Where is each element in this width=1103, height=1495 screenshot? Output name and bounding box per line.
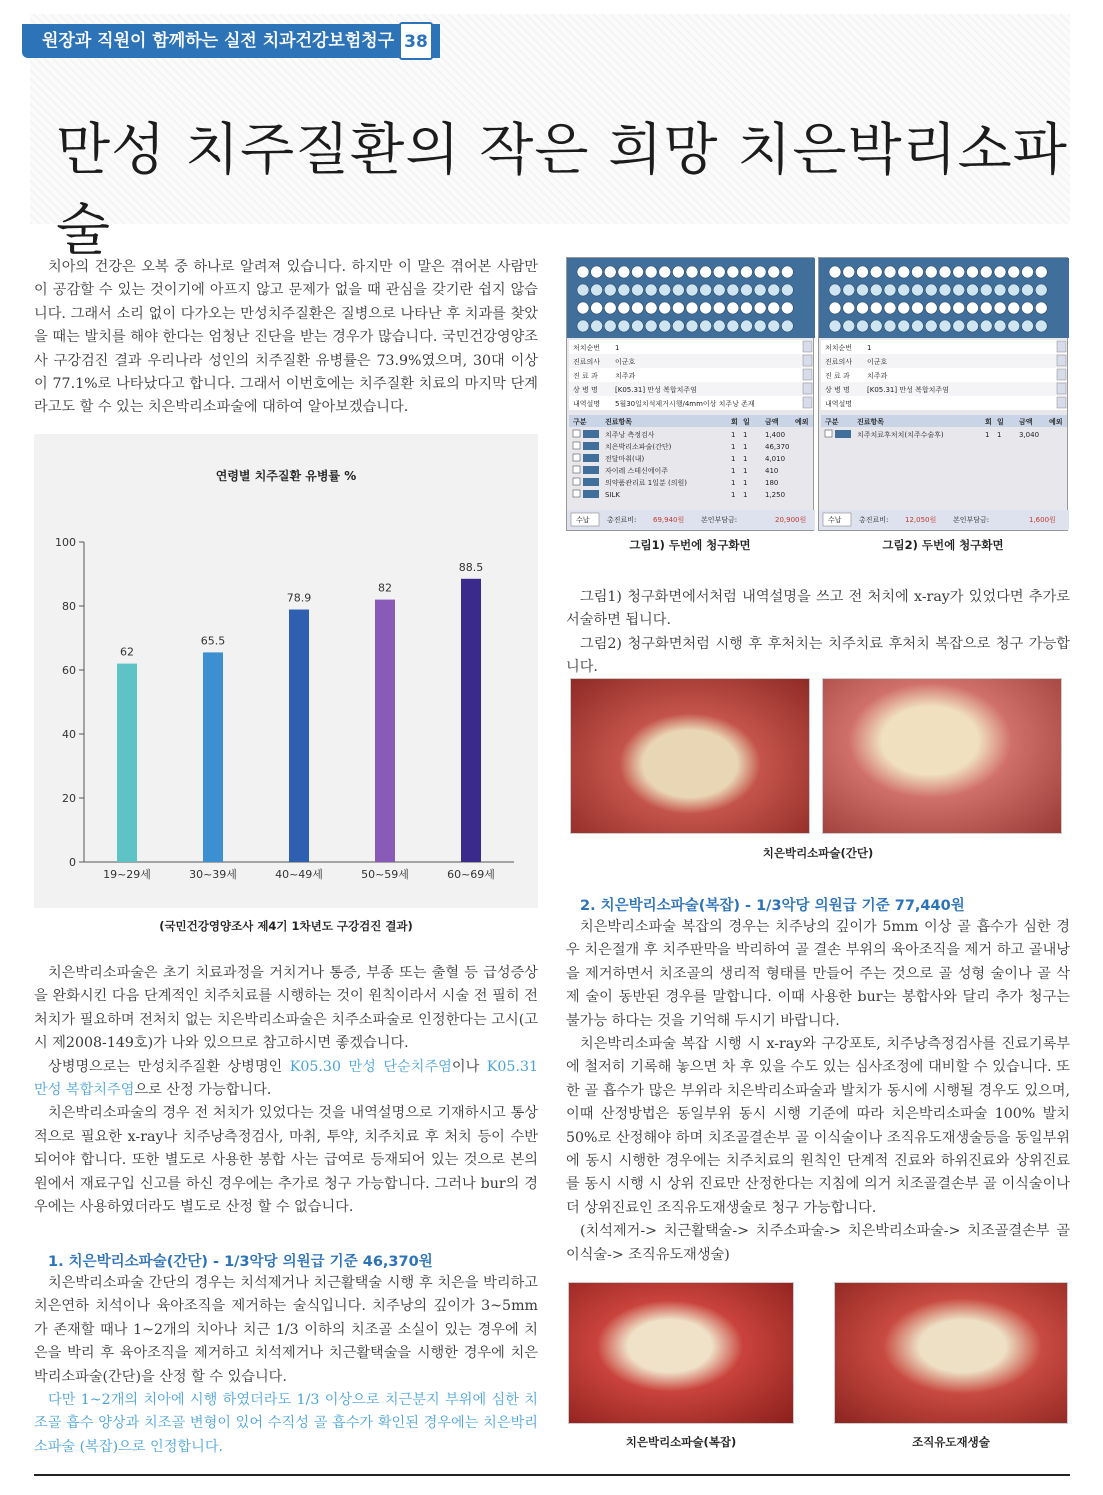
claim-screen-2 (818, 257, 1068, 531)
tooth-icon[interactable] (604, 302, 616, 314)
tooth-icon[interactable] (912, 284, 924, 296)
bottom-rule (34, 1474, 1070, 1476)
form-row (821, 354, 1067, 368)
tooth-icon[interactable] (898, 320, 910, 332)
total-label: 총진료비: (859, 516, 889, 524)
form-label: 진료의사 (573, 358, 601, 366)
tooth-icon[interactable] (925, 320, 937, 332)
tooth-icon[interactable] (686, 302, 698, 314)
tooth-icon[interactable] (967, 266, 979, 278)
form-row (821, 368, 1067, 382)
right-body (566, 586, 1070, 680)
column-header: 예외 (1049, 418, 1063, 426)
item-name: 자이레 스테신에이주 (605, 467, 669, 475)
intro-text (34, 256, 538, 420)
total-label: 총진료비: (607, 516, 637, 524)
item-name: 치주치료후처치(치주수술후) (857, 431, 944, 439)
bar (289, 610, 309, 862)
chart-title: 연령별 치주질환 유병률 % (215, 469, 357, 483)
item-name: 전달마취(내) (605, 455, 645, 463)
tooth-icon[interactable] (754, 284, 766, 296)
category-badge (583, 454, 599, 462)
tooth-icon[interactable] (700, 302, 712, 314)
form-value[interactable]: 5월30일치석제거시행/4mm이상 치주낭 존재 (615, 400, 755, 408)
form-label: 진 료 과 (825, 372, 850, 380)
form-label: 내역설명 (825, 400, 853, 408)
text-span: 상병명으로는 만성치주질환 상병명인 (48, 1058, 290, 1075)
tooth-icon[interactable] (645, 302, 657, 314)
section1-heading: 1. 치은박리소파술(간단) - 1/3악당 의원급 기준 46,370원 (48, 1254, 433, 1270)
tooth-icon[interactable] (618, 302, 630, 314)
form-label: 진 료 과 (573, 372, 598, 380)
row-checkbox[interactable] (573, 490, 580, 497)
tooth-icon[interactable] (884, 302, 896, 314)
tooth-icon[interactable] (994, 302, 1006, 314)
tooth-icon[interactable] (741, 302, 753, 314)
form-value[interactable]: 치주과 (867, 372, 888, 380)
copay-label: 본인부담금: (953, 516, 990, 524)
tooth-icon[interactable] (967, 320, 979, 332)
tooth-icon[interactable] (967, 284, 979, 296)
tooth-icon[interactable] (727, 284, 739, 296)
tooth-icon[interactable] (577, 284, 589, 296)
item-days: 1 (997, 431, 1002, 439)
tooth-icon[interactable] (980, 266, 992, 278)
body-paragraph (34, 1056, 538, 1103)
tooth-icon[interactable] (857, 266, 869, 278)
tooth-icon[interactable] (672, 320, 684, 332)
column-header: 일 (997, 418, 1004, 426)
tooth-icon[interactable] (645, 320, 657, 332)
body-paragraph: 그림2) 청구화면처럼 시행 후 후처치는 치주치료 후처치 복잡으로 청구 가능합니다. (566, 635, 1070, 676)
form-label: 내역설명 (573, 400, 601, 408)
tooth-icon[interactable] (1022, 284, 1034, 296)
tooth-icon[interactable] (1008, 266, 1020, 278)
tooth-icon[interactable] (591, 284, 603, 296)
tooth-icon[interactable] (700, 284, 712, 296)
copay-value: 1,600원 (1029, 516, 1056, 524)
body-paragraph: 치은박리소파술 복잡의 경우는 치주낭의 깊이가 5mm 이상 골 흡수가 심한 경우 치은절개 후 치주판막을 박리하여 골 결손 부위의 육아조직을 제거 하고 골내낭을 제거하면서 치조골의 생리적 형태를 만들어 주는 것으로 골 성형 술이나 골 삭제 술이 동반된 경우를 말합니다. 이때 사용한 bur는 봉합사와 달리 추가 청구는 불가능 하다는 것을 기억해 두시기 바랍니다. (566, 919, 1070, 1029)
chart-panel (34, 434, 538, 908)
tooth-icon[interactable] (768, 284, 780, 296)
tooth-icon[interactable] (1035, 284, 1047, 296)
tooth-icon[interactable] (591, 266, 603, 278)
y-tick-label: 40 (62, 728, 76, 741)
tooth-icon[interactable] (939, 302, 951, 314)
tooth-icon[interactable] (713, 320, 725, 332)
y-tick-label: 20 (62, 792, 76, 805)
tooth-icon[interactable] (618, 284, 630, 296)
tooth-icon[interactable] (925, 284, 937, 296)
tooth-icon[interactable] (1022, 266, 1034, 278)
tooth-icon[interactable] (727, 266, 739, 278)
tooth-icon[interactable] (829, 320, 841, 332)
item-amount: 410 (765, 467, 779, 475)
form-value[interactable]: 이군호 (867, 358, 888, 366)
form-row (569, 368, 813, 382)
bar-value-label: 65.5 (200, 634, 226, 648)
tooth-icon[interactable] (632, 302, 644, 314)
tooth-icon[interactable] (925, 266, 937, 278)
row-checkbox[interactable] (573, 442, 580, 449)
tooth-icon[interactable] (980, 320, 992, 332)
item-days: 1 (743, 491, 748, 499)
tooth-icon[interactable] (1008, 284, 1020, 296)
column-header: 금액 (1019, 418, 1033, 426)
row-checkbox[interactable] (573, 454, 580, 461)
tooth-icon[interactable] (870, 284, 882, 296)
tooth-icon[interactable] (1022, 320, 1034, 332)
column-header: 금액 (765, 418, 779, 426)
claim-screen-1 (566, 257, 814, 531)
tooth-icon[interactable] (754, 302, 766, 314)
item-count: 1 (731, 455, 736, 463)
tooth-icon[interactable] (884, 320, 896, 332)
tooth-icon[interactable] (1008, 320, 1020, 332)
tooth-icon[interactable] (700, 266, 712, 278)
tooth-icon[interactable] (741, 266, 753, 278)
tooth-icon[interactable] (727, 302, 739, 314)
tooth-icon[interactable] (994, 266, 1006, 278)
tooth-icon[interactable] (659, 302, 671, 314)
item-amount: 1,400 (765, 431, 786, 439)
tooth-icon[interactable] (829, 302, 841, 314)
item-count: 1 (731, 431, 736, 439)
tooth-icon[interactable] (870, 266, 882, 278)
item-amount: 1,250 (765, 491, 786, 499)
row-checkbox[interactable] (573, 430, 580, 437)
dropdown-button[interactable] (1057, 369, 1066, 380)
tooth-icon[interactable] (898, 284, 910, 296)
tooth-icon[interactable] (632, 320, 644, 332)
tooth-icon[interactable] (591, 320, 603, 332)
tooth-icon[interactable] (577, 302, 589, 314)
dropdown-button[interactable] (1057, 355, 1066, 366)
dropdown-button[interactable] (1057, 341, 1066, 352)
form-label: 처치순번 (573, 344, 601, 352)
item-count: 1 (731, 479, 736, 487)
bar (117, 664, 137, 862)
column-header: 진료항목 (605, 418, 633, 426)
body-paragraph: (치석제거-> 치근활택술-> 치주소파술-> 치은박리소파술-> 치조골결손부 골이식술-> 조직유도재생술) (566, 1223, 1070, 1263)
tooth-icon[interactable] (912, 266, 924, 278)
tooth-icon[interactable] (577, 320, 589, 332)
tooth-icon[interactable] (713, 266, 725, 278)
intro-paragraph: 치아의 건강은 오복 중 하나로 알려져 있습니다. 하지만 이 말은 겪어본 사람만이 공감할 수 있는 것이기에 아프지 않고 문제가 없을 때 관심을 갖기란 쉽지 않습니다. 그래서 소리 없이 다가오는 만성치주질환은 질병으로 나타난 후 치과를 찾았을 때는 발치를 해야 한다는 엄청난 진단을 받는 경우가 많습니다. 국민건강영양조사 구강검진 결과 우리나라 성인의 치주질환 유병률은 73.9%였으며, 30대 이상이 77.1%로 나타났다고 합니다. 그래서 이번호에는 치주질환 치료의 마지막 단계라고도 할 수 있는 치은박리소파술에 대하여 알아보겠습니다. (34, 259, 538, 416)
tooth-icon[interactable] (700, 320, 712, 332)
bar (461, 579, 481, 862)
body-paragraph: 치은박리소파술 복잡 시행 시 x-ray와 구강포토, 치주낭측정검사를 진료기록부에 철저히 기록해 놓으면 차 후 있을 수도 있는 심사조정에 대비할 수 있습니다. 또한 골 흡수가 많은 부위라 치은박리소파술과 발치가 동시에 시행될 경우도 있으며, 이때 산정방법은 동일부위 동시 시행 기준에 따라 치은박리소파술 100% 발치 50%로 산정해야 하며 치조골결손부 골 이식술이나 조직유도재생술등을 동일부위에 동시 시행한 경우에는 치주치료의 원칙인 단계적 진료와 하위진료와 상위진료를 동시 시행 시 상위 진료만 산정한다는 지침에 의거 치조골결손부 골 이식술이나 더 상위진료인 조직유도재생술로 청구 가능합니다. (566, 1036, 1070, 1216)
tooth-icon[interactable] (604, 284, 616, 296)
tooth-icon[interactable] (1035, 302, 1047, 314)
left-body (34, 962, 538, 1219)
tooth-icon[interactable] (632, 284, 644, 296)
x-tick-label: 30~39세 (189, 868, 237, 881)
tooth-icon[interactable] (1022, 302, 1034, 314)
tooth-icon[interactable] (884, 266, 896, 278)
y-tick-label: 60 (62, 664, 76, 677)
copay-value: 20,900원 (775, 516, 807, 524)
tooth-icon[interactable] (912, 302, 924, 314)
tooth-icon[interactable] (632, 266, 644, 278)
copay-label: 본인부담금: (701, 516, 738, 524)
x-tick-label: 19~29세 (103, 868, 151, 881)
tooth-icon[interactable] (870, 302, 882, 314)
tooth-icon[interactable] (953, 302, 965, 314)
tooth-icon[interactable] (741, 320, 753, 332)
item-days: 1 (743, 455, 748, 463)
item-count: 1 (985, 431, 990, 439)
total-value: 69,940원 (653, 516, 685, 524)
dropdown-button[interactable] (803, 341, 812, 352)
item-amount: 46,370 (765, 443, 790, 451)
body-paragraph: 치은박리소파술은 초기 치료과정을 거치거나 통증, 부종 또는 출혈 등 급성증상을 완화시킨 다음 단계적인 치주치료를 시행하는 것이 원칙이라서 시술 전 필히 전처치가 필요하며 전처치 없는 치은박리소파술은 치주소파술로 인정한다는 고시(고시 제2008-149호)가 나와 있으므로 참고하시면 좋겠습니다. (34, 965, 538, 1052)
claim-screen-1-graphic (567, 258, 815, 532)
tooth-icon[interactable] (953, 320, 965, 332)
dropdown-button[interactable] (803, 397, 812, 408)
tooth-icon[interactable] (659, 284, 671, 296)
photo-caption-gtr: 조직유도재생술 (912, 1435, 990, 1449)
form-value[interactable]: [K05.31] 만성 복합치주염 (867, 386, 949, 394)
item-name: 의약품관리료 1일분 (의원) (605, 479, 687, 487)
category-badge (583, 466, 599, 474)
form-value[interactable]: [K05.31] 만성 복합치주염 (615, 386, 697, 394)
photo-flap-simple-right (822, 678, 1062, 834)
dropdown-button[interactable] (1057, 397, 1066, 408)
form-label: 상 병 명 (573, 386, 598, 394)
tooth-icon[interactable] (659, 266, 671, 278)
tooth-icon[interactable] (994, 284, 1006, 296)
issue-number: 38 (399, 22, 433, 60)
bar (203, 652, 223, 862)
photo-caption-complex: 치은박리소파술(복잡) (625, 1435, 737, 1449)
tooth-icon[interactable] (857, 302, 869, 314)
column-header: 진료항목 (857, 418, 885, 426)
tooth-icon[interactable] (1008, 302, 1020, 314)
tooth-icon[interactable] (857, 284, 869, 296)
tooth-icon[interactable] (686, 284, 698, 296)
dropdown-button[interactable] (803, 369, 812, 380)
tooth-icon[interactable] (645, 266, 657, 278)
photo-flap-complex (568, 1282, 794, 1424)
tooth-icon[interactable] (727, 320, 739, 332)
item-name: 치은박리소파술(간단) (605, 443, 672, 451)
tooth-icon[interactable] (618, 266, 630, 278)
item-amount: 180 (765, 479, 779, 487)
form-row (569, 340, 813, 354)
form-value[interactable]: 1 (615, 344, 620, 352)
tooth-icon[interactable] (953, 284, 965, 296)
column-header: 회 (985, 418, 992, 426)
item-count: 1 (731, 443, 736, 451)
item-count: 1 (731, 491, 736, 499)
series-title: 원장과 직원이 함께하는 실전 치과건강보험청구 (22, 24, 440, 58)
body-paragraph: 치은박리소파술 간단의 경우는 치석제거나 치근활택술 시행 후 치은을 박리하고 치은연하 치석이나 육아조직을 제거하는 술식입니다. 치주낭의 깊이가 3~5mm가 존재할 때나 1~2개의 치아나 치근 1/3 이하의 치조골 소실이 있는 경우에 치은을 박리 후 육아조직을 제거하고 치석제거나 치근활택술을 시행한 경우에 치은박리소파술(간단)을 산정 할 수 있습니다. (34, 1275, 538, 1385)
item-days: 1 (743, 431, 748, 439)
tooth-icon[interactable] (829, 266, 841, 278)
tooth-icon[interactable] (659, 320, 671, 332)
form-row (569, 354, 813, 368)
tooth-icon[interactable] (925, 302, 937, 314)
tooth-icon[interactable] (781, 302, 793, 314)
chart-caption: (국민건강영양조사 제4기 1차년도 구강검진 결과) (159, 919, 413, 933)
tooth-icon[interactable] (884, 284, 896, 296)
tooth-icon[interactable] (713, 302, 725, 314)
text-span: 으로 산정 가능합니다. (134, 1082, 272, 1099)
tooth-icon[interactable] (618, 320, 630, 332)
tooth-icon[interactable] (829, 284, 841, 296)
tooth-icon[interactable] (939, 320, 951, 332)
payment-button-label: 수납 (828, 516, 842, 524)
tooth-icon[interactable] (1035, 266, 1047, 278)
claim-screen-2-graphic (819, 258, 1069, 532)
tooth-icon[interactable] (1035, 320, 1047, 332)
diagnosis-code-link: K05.30 만성 단순치주염 (289, 1058, 452, 1075)
tooth-icon[interactable] (577, 266, 589, 278)
dropdown-button[interactable] (1057, 383, 1066, 394)
form-label: 진료의사 (825, 358, 853, 366)
tooth-icon[interactable] (672, 284, 684, 296)
y-tick-label: 100 (55, 536, 76, 549)
diagnosis-code-link: K05.31 만성 복합치주염 (34, 1058, 538, 1099)
bar-value-label: 88.5 (458, 560, 484, 574)
item-days: 1 (743, 467, 748, 475)
x-tick-label: 60~69세 (447, 868, 495, 881)
tooth-icon[interactable] (604, 320, 616, 332)
bar-value-label: 62 (120, 645, 134, 659)
form-value[interactable]: 치주과 (615, 372, 636, 380)
item-count: 1 (731, 467, 736, 475)
tooth-icon[interactable] (754, 266, 766, 278)
section1-body (34, 1272, 538, 1459)
form-row (821, 396, 1067, 410)
body-paragraph: 그림1) 청구화면에서처럼 내역설명을 쓰고 전 처치에 x-ray가 있었다면 추가로 서술하면 됩니다. (566, 589, 1070, 629)
tooth-icon[interactable] (645, 284, 657, 296)
column-header: 예외 (795, 418, 809, 426)
bar (375, 600, 395, 862)
prevalence-chart (34, 434, 538, 908)
figure2-caption: 그림2) 두번에 청구화면 (882, 538, 1004, 552)
tooth-icon[interactable] (898, 266, 910, 278)
tooth-icon[interactable] (781, 284, 793, 296)
tooth-icon[interactable] (686, 320, 698, 332)
column-header: 회 (731, 418, 738, 426)
tooth-icon[interactable] (843, 284, 855, 296)
item-amount: 3,040 (1019, 431, 1040, 439)
section2-heading: 2. 치은박리소파술(복잡) - 1/3악당 의원급 기준 77,440원 (580, 898, 965, 914)
tooth-icon[interactable] (781, 320, 793, 332)
tooth-icon[interactable] (967, 302, 979, 314)
payment-button-label: 수납 (576, 516, 590, 524)
column-header: 일 (743, 418, 750, 426)
tooth-icon[interactable] (953, 266, 965, 278)
x-tick-label: 50~59세 (361, 868, 409, 881)
dropdown-button[interactable] (803, 383, 812, 394)
form-label: 상 병 명 (825, 386, 850, 394)
tooth-icon[interactable] (741, 284, 753, 296)
y-tick-label: 0 (69, 856, 76, 869)
row-checkbox[interactable] (573, 478, 580, 485)
page-title: 만성 치주질환의 작은 희망 치은박리소파술 (56, 118, 1068, 263)
tooth-icon[interactable] (980, 284, 992, 296)
tooth-icon[interactable] (604, 266, 616, 278)
form-value[interactable]: 1 (867, 344, 872, 352)
photo-caption-simple: 치은박리소파술(간단) (762, 846, 874, 860)
bar-value-label: 78.9 (286, 591, 312, 605)
tooth-icon[interactable] (768, 302, 780, 314)
tooth-icon[interactable] (898, 302, 910, 314)
body-paragraph: 치은박리소파술의 경우 전 처치가 있었다는 것을 내역설명으로 기재하시고 통상적으로 필요한 x-ray나 치주낭측정검사, 마취, 투약, 치주치료 후 처치 등이 수반되어야 합니다. 또한 별도로 사용한 봉합 사는 급여로 등재되어 있는 것으로 본의원에서 재료구입 신고를 하신 경우에는 추가로 청구 가능합니다. 그러나 bur의 경우에는 사용하였더라도 별도로 산정 할 수 없습니다. (34, 1105, 538, 1216)
bar-value-label: 82 (378, 581, 392, 595)
tooth-icon[interactable] (912, 320, 924, 332)
text-span: 이나 (451, 1058, 487, 1075)
tooth-icon[interactable] (672, 302, 684, 314)
tooth-icon[interactable] (857, 320, 869, 332)
tooth-icon[interactable] (672, 266, 684, 278)
item-name: 치주낭 측정검사 (605, 431, 655, 439)
row-checkbox[interactable] (573, 466, 580, 473)
category-badge (583, 478, 599, 486)
category-badge (583, 490, 599, 498)
category-badge (583, 430, 599, 438)
tooth-icon[interactable] (994, 320, 1006, 332)
tooth-icon[interactable] (939, 266, 951, 278)
tooth-icon[interactable] (686, 266, 698, 278)
form-row (821, 340, 1067, 354)
photo-flap-simple-left (570, 678, 810, 834)
photo-guided-tissue-regeneration (834, 1282, 1068, 1424)
y-tick-label: 80 (62, 600, 76, 613)
item-days: 1 (743, 443, 748, 451)
tooth-icon[interactable] (870, 320, 882, 332)
item-amount: 4,010 (765, 455, 786, 463)
figure1-caption: 그림1) 두번에 청구화면 (629, 538, 751, 552)
tooth-icon[interactable] (781, 266, 793, 278)
tooth-icon[interactable] (591, 302, 603, 314)
column-header: 구분 (825, 418, 839, 426)
category-badge (583, 442, 599, 450)
form-label: 처치순번 (825, 344, 853, 352)
form-value[interactable]: 이군호 (615, 358, 636, 366)
tooth-icon[interactable] (843, 266, 855, 278)
tooth-icon[interactable] (843, 302, 855, 314)
tooth-icon[interactable] (768, 266, 780, 278)
tooth-icon[interactable] (939, 284, 951, 296)
note-paragraph: 다만 1~2개의 치아에 시행 하였더라도 1/3 이상으로 치근분지 부위에 심한 치조골 흡수 양상과 치조골 변형이 있어 수직성 골 흡수가 확인된 경우에는 치은박리소파술 (복잡)으로 인정합니다. (34, 1392, 538, 1455)
item-name: SILK (605, 491, 620, 499)
column-header: 구분 (573, 418, 587, 426)
tooth-icon[interactable] (768, 320, 780, 332)
row-checkbox[interactable] (825, 430, 832, 437)
section2-body (566, 916, 1070, 1267)
category-badge (835, 430, 851, 438)
total-value: 12,050원 (905, 516, 937, 524)
tooth-icon[interactable] (843, 320, 855, 332)
x-tick-label: 40~49세 (275, 868, 323, 881)
dropdown-button[interactable] (803, 355, 812, 366)
item-days: 1 (743, 479, 748, 487)
tooth-icon[interactable] (754, 320, 766, 332)
tooth-icon[interactable] (980, 302, 992, 314)
tooth-icon[interactable] (713, 284, 725, 296)
